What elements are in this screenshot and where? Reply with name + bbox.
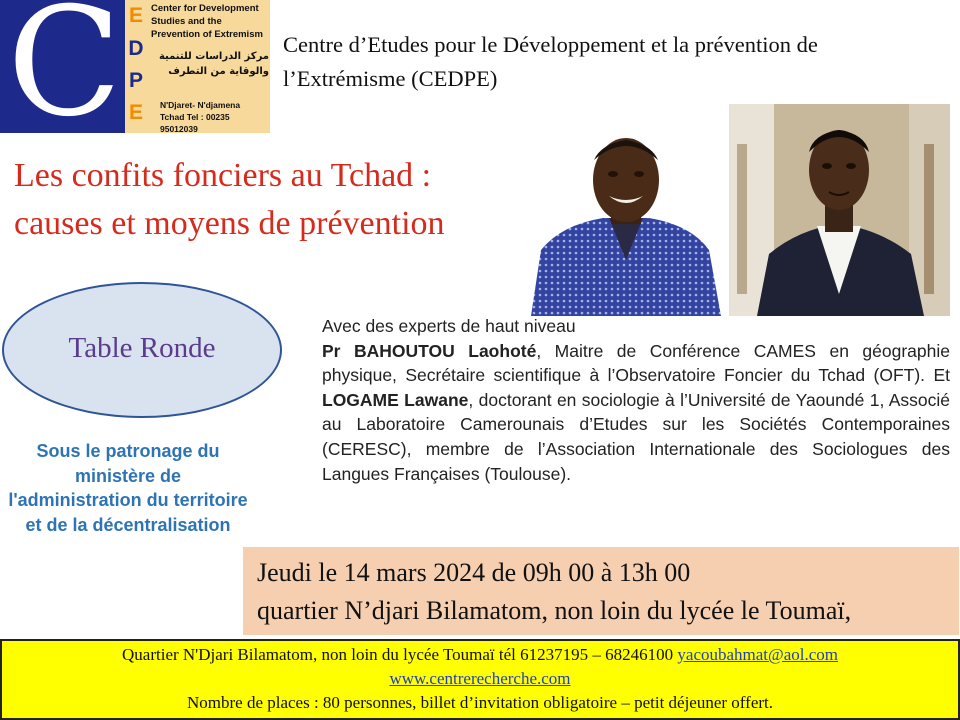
footer-address: Quartier N'Djari Bilamatom, non loin du lycée Toumaï tél 61237195 – 68246100 [122, 645, 678, 664]
expert-2-description: , doctorant en sociologie à l’Université de Yaoundé 1, Associé au Laboratoire Camerounais d’Etudes sur les Sociétés Contemporaines (CERESC), membre de l’Association Internationale des Sociologues des Langues Françaises (Toulouse). [322, 389, 950, 484]
logo-arabic-line: مركز الدراسات للتنمية [158, 51, 269, 62]
expert-2-name: LOGAME Lawane [322, 389, 469, 410]
logo-arabic-line: والوقاية من التطرف [168, 66, 269, 77]
speaker-photo-2 [729, 104, 950, 316]
table-ronde-ellipse [2, 282, 282, 418]
organization-name: Centre d’Etudes pour le Développement et la prévention de l’Extrémisme (CEDPE) [283, 32, 818, 91]
table-ronde-label: Table Ronde [68, 332, 216, 364]
logo-arabic-name [151, 49, 269, 79]
logo-letter: E [128, 101, 143, 124]
speaker-2-portrait [729, 104, 950, 316]
footer-banner [0, 639, 960, 720]
logo-letter: D [128, 37, 144, 60]
footer-email-link[interactable]: yacoubahmat@aol.com [677, 645, 838, 664]
logo-contact [160, 99, 268, 133]
speaker-1-portrait [531, 130, 721, 316]
logo-english-name: Center for Development Studies and the Prevention of Extremism [151, 3, 263, 40]
logo-big-letter: C [7, 0, 122, 133]
experts-description [322, 314, 950, 486]
title-line-1: Les confits fonciers au Tchad : [14, 157, 432, 194]
logo-c-block [0, 0, 125, 133]
speaker-photo-1 [531, 130, 721, 316]
logo-letter: E [128, 4, 143, 27]
experts-intro: Avec des experts de haut niveau [322, 316, 576, 336]
cedpe-logo [0, 0, 270, 133]
expert-1-description: , Maitre de Conférence CAMES en géographie physique, Secrétaire scientifique à l’Observatoire Foncier du Tchad (OFT). Et [322, 340, 951, 386]
page-title [14, 152, 534, 248]
footer-website-line [2, 667, 958, 691]
experts-paragraph [322, 339, 950, 487]
event-date-box [243, 547, 959, 635]
logo-letter: P [128, 69, 143, 92]
event-date: Jeudi le 14 mars 2024 de 09h 00 à 13h 00 [257, 558, 691, 587]
expert-1-name: Pr BAHOUTOU Laohoté [322, 340, 537, 361]
event-place: quartier N’djari Bilamatom, non loin du lycée le Toumaï, [257, 596, 852, 625]
patronage-text: Sous le patronage du ministère de l'administration du territoire et de la décentralisation [8, 441, 248, 535]
title-line-2: causes et moyens de prévention [14, 205, 445, 242]
logo-letter-column [125, 0, 147, 133]
footer-places: Nombre de places : 80 personnes, billet d’invitation obligatoire – petit déjeuner offert. [186, 693, 774, 712]
logo-phone: Tchad Tel : 00235 95012039 [160, 112, 230, 133]
logo-city: N'Djaret- N'djamena [160, 100, 241, 110]
footer-website-link[interactable]: www.centrerecherche.com [389, 669, 571, 688]
footer-address-line [2, 643, 958, 667]
